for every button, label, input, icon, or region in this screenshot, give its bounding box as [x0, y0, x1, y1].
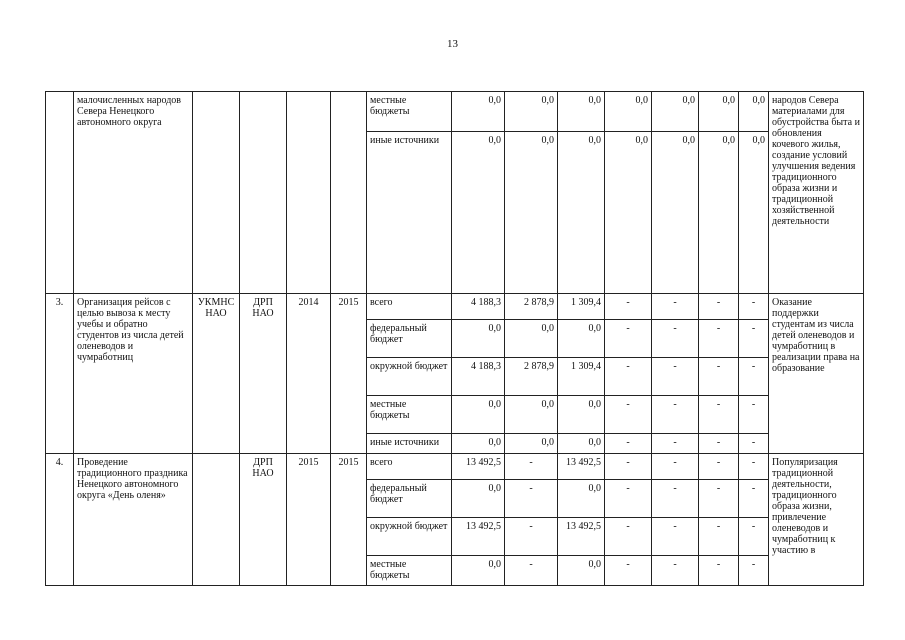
- funding-value-cell: 0,0: [558, 434, 605, 454]
- funding-value-cell: 1 309,4: [558, 358, 605, 396]
- funding-value-cell: -: [605, 480, 652, 518]
- funding-value-cell: -: [739, 294, 769, 320]
- row-number-cell: [46, 92, 74, 294]
- source-cell: [240, 92, 287, 294]
- start-year-cell: 2014: [287, 294, 331, 454]
- funding-value-cell: -: [505, 518, 558, 556]
- funding-value-cell: -: [652, 434, 699, 454]
- expected-result-cell: Оказание поддержки студентам из числа детей оленеводов и чумработниц в реализации права на образование: [769, 294, 864, 454]
- funding-value-cell: -: [699, 320, 739, 358]
- funding-type-cell: местные бюджеты: [367, 92, 452, 132]
- funding-value-cell: 0,0: [652, 132, 699, 294]
- funding-value-cell: 0,0: [558, 320, 605, 358]
- funding-type-cell: местные бюджеты: [367, 556, 452, 586]
- funding-value-cell: 13 492,5: [558, 454, 605, 480]
- funding-value-cell: -: [699, 480, 739, 518]
- program-table: [45, 91, 864, 586]
- funding-value-cell: -: [699, 358, 739, 396]
- source-cell: ДРП НАО: [240, 454, 287, 586]
- funding-value-cell: 0,0: [605, 132, 652, 294]
- funding-value-cell: 13 492,5: [558, 518, 605, 556]
- funding-value-cell: -: [699, 518, 739, 556]
- funding-value-cell: -: [605, 454, 652, 480]
- measure-name-cell: Проведение традиционного праздника Ненецкого автономного округа «День оленя»: [74, 454, 193, 586]
- funding-value-cell: -: [652, 320, 699, 358]
- funding-type-cell: окружной бюджет: [367, 358, 452, 396]
- funding-value-cell: 4 188,3: [452, 294, 505, 320]
- funding-type-cell: федеральный бюджет: [367, 320, 452, 358]
- funding-value-cell: -: [505, 556, 558, 586]
- table-row: [46, 454, 864, 480]
- executor-cell: [193, 454, 240, 586]
- funding-type-cell: всего: [367, 294, 452, 320]
- funding-value-cell: 0,0: [452, 320, 505, 358]
- funding-value-cell: -: [505, 454, 558, 480]
- funding-value-cell: -: [605, 556, 652, 586]
- funding-value-cell: 4 188,3: [452, 358, 505, 396]
- funding-value-cell: 0,0: [505, 132, 558, 294]
- funding-value-cell: -: [739, 320, 769, 358]
- funding-value-cell: -: [605, 358, 652, 396]
- funding-value-cell: 0,0: [452, 396, 505, 434]
- funding-value-cell: 0,0: [505, 320, 558, 358]
- funding-value-cell: 0,0: [452, 556, 505, 586]
- funding-value-cell: -: [605, 434, 652, 454]
- end-year-cell: [331, 92, 367, 294]
- funding-value-cell: 0,0: [505, 396, 558, 434]
- funding-value-cell: -: [605, 320, 652, 358]
- funding-value-cell: 0,0: [558, 556, 605, 586]
- measure-name-cell: малочисленных народов Севера Ненецкого автономного округа: [74, 92, 193, 294]
- end-year-cell: 2015: [331, 294, 367, 454]
- funding-value-cell: -: [739, 556, 769, 586]
- measure-name-cell: Организация рейсов с целью вывоза к месту учебы и обратно студентов из числа детей оленеводов и чумработниц: [74, 294, 193, 454]
- funding-value-cell: -: [652, 358, 699, 396]
- funding-value-cell: -: [739, 358, 769, 396]
- expected-result-cell: Популяризация традиционной деятельности, традиционного образа жизни, привлечение оленеводов и чумработниц к участию в: [769, 454, 864, 586]
- funding-value-cell: 0,0: [505, 434, 558, 454]
- funding-value-cell: -: [652, 556, 699, 586]
- funding-value-cell: 0,0: [452, 434, 505, 454]
- funding-type-cell: иные источники: [367, 132, 452, 294]
- funding-value-cell: -: [652, 396, 699, 434]
- funding-value-cell: 1 309,4: [558, 294, 605, 320]
- funding-value-cell: -: [739, 480, 769, 518]
- funding-value-cell: 0,0: [558, 92, 605, 132]
- funding-value-cell: -: [739, 434, 769, 454]
- funding-value-cell: -: [739, 454, 769, 480]
- funding-value-cell: 0,0: [452, 92, 505, 132]
- funding-value-cell: 0,0: [739, 132, 769, 294]
- executor-cell: [193, 92, 240, 294]
- funding-type-cell: местные бюджеты: [367, 396, 452, 434]
- funding-value-cell: 0,0: [505, 92, 558, 132]
- funding-value-cell: -: [505, 480, 558, 518]
- funding-type-cell: окружной бюджет: [367, 518, 452, 556]
- funding-value-cell: -: [652, 518, 699, 556]
- funding-value-cell: 0,0: [652, 92, 699, 132]
- funding-value-cell: -: [699, 396, 739, 434]
- funding-value-cell: 0,0: [699, 92, 739, 132]
- funding-type-cell: иные источники: [367, 434, 452, 454]
- funding-value-cell: 0,0: [605, 92, 652, 132]
- page-number: 13: [447, 38, 458, 50]
- funding-value-cell: -: [699, 294, 739, 320]
- funding-value-cell: 2 878,9: [505, 294, 558, 320]
- funding-value-cell: 0,0: [558, 396, 605, 434]
- expected-result-cell: народов Севера материалами для обустройства быта и обновления кочевого жилья, создание условий улучшения ведения традиционного образа жизни и традиционной хозяйственной деятельности: [769, 92, 864, 294]
- funding-value-cell: -: [605, 294, 652, 320]
- funding-value-cell: -: [652, 454, 699, 480]
- funding-value-cell: -: [652, 480, 699, 518]
- funding-type-cell: всего: [367, 454, 452, 480]
- row-number-cell: 3.: [46, 294, 74, 454]
- funding-value-cell: -: [739, 518, 769, 556]
- funding-value-cell: -: [605, 518, 652, 556]
- funding-value-cell: -: [652, 294, 699, 320]
- funding-value-cell: 13 492,5: [452, 454, 505, 480]
- funding-value-cell: -: [605, 396, 652, 434]
- funding-value-cell: 0,0: [558, 132, 605, 294]
- row-number-cell: 4.: [46, 454, 74, 586]
- funding-value-cell: -: [699, 434, 739, 454]
- end-year-cell: 2015: [331, 454, 367, 586]
- funding-type-cell: федеральный бюджет: [367, 480, 452, 518]
- table-row: [46, 294, 864, 320]
- funding-value-cell: 0,0: [452, 480, 505, 518]
- funding-value-cell: -: [699, 454, 739, 480]
- funding-value-cell: 0,0: [699, 132, 739, 294]
- funding-value-cell: 0,0: [558, 480, 605, 518]
- funding-value-cell: 13 492,5: [452, 518, 505, 556]
- funding-value-cell: 0,0: [739, 92, 769, 132]
- funding-value-cell: -: [739, 396, 769, 434]
- table-row: [46, 92, 864, 132]
- start-year-cell: [287, 92, 331, 294]
- funding-value-cell: -: [699, 556, 739, 586]
- table-body: [46, 92, 864, 586]
- start-year-cell: 2015: [287, 454, 331, 586]
- funding-value-cell: 2 878,9: [505, 358, 558, 396]
- source-cell: ДРП НАО: [240, 294, 287, 454]
- executor-cell: УКМНС НАО: [193, 294, 240, 454]
- funding-value-cell: 0,0: [452, 132, 505, 294]
